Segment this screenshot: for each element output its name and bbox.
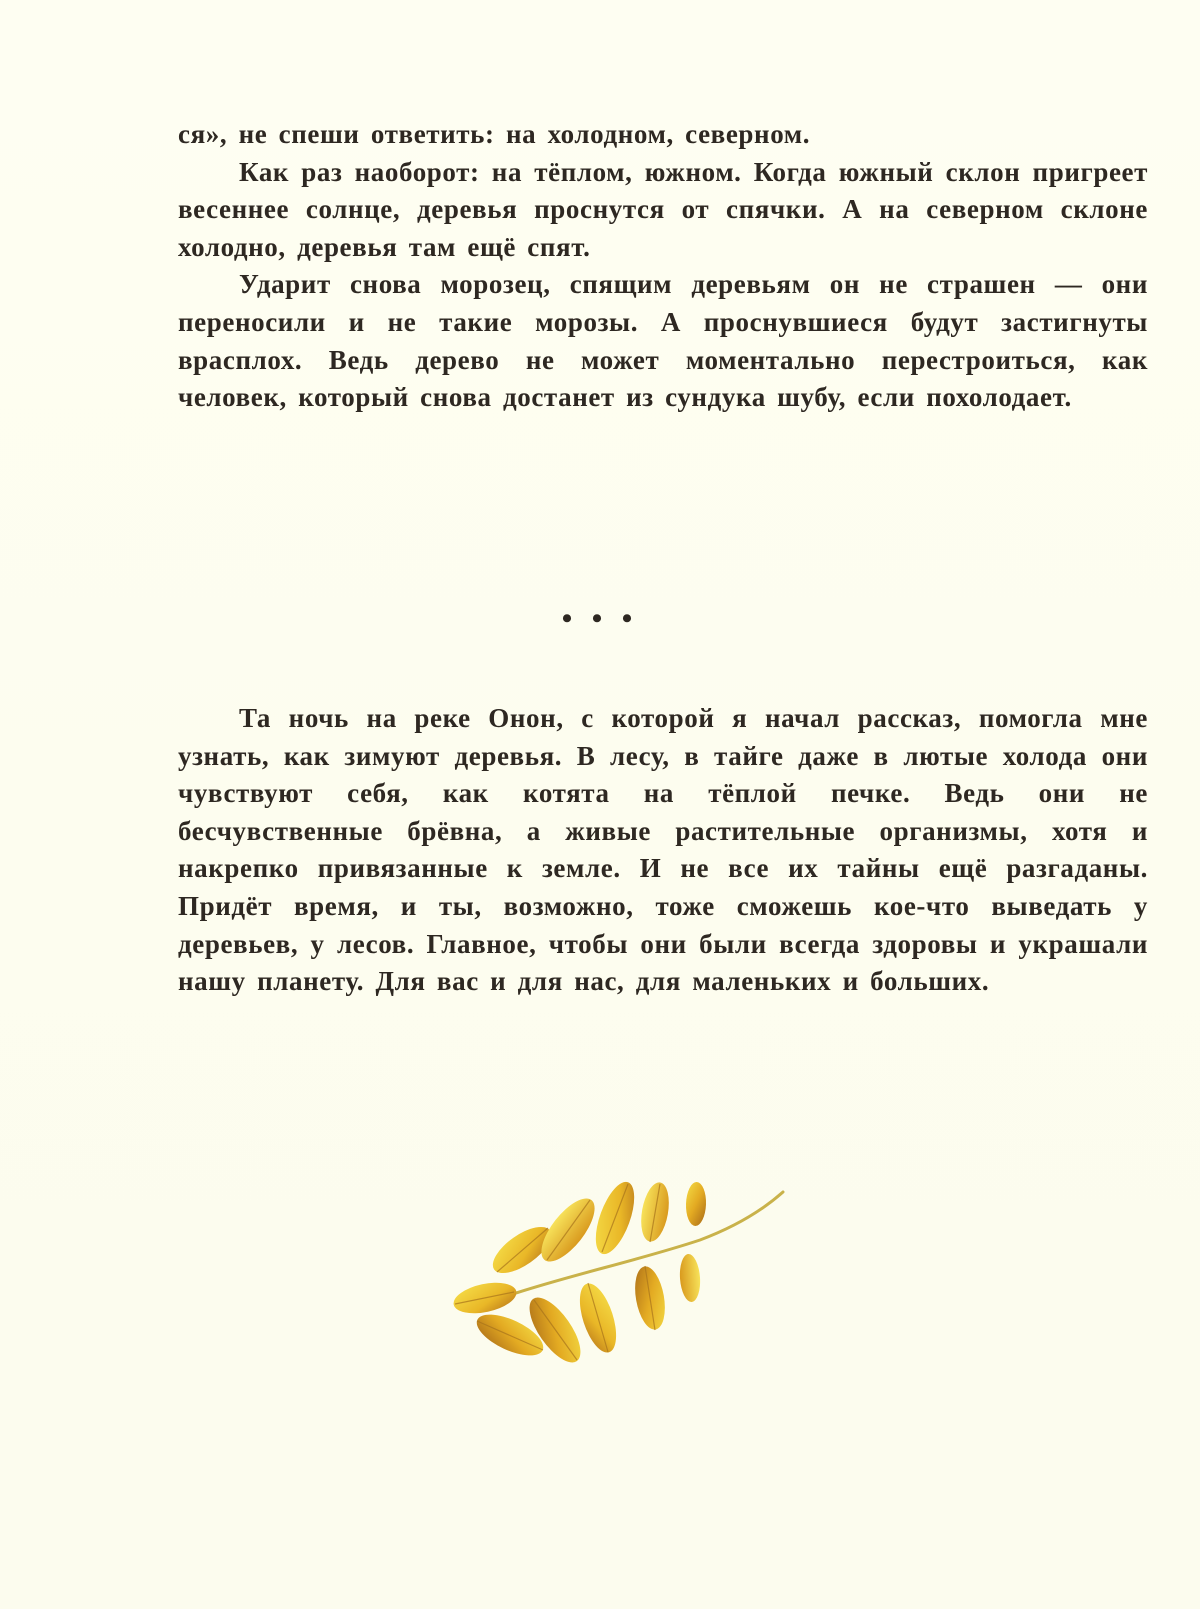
text-section-bottom — [178, 700, 1148, 1001]
text-section-top — [178, 116, 1148, 417]
rowan-leaf-icon — [450, 1180, 810, 1380]
paragraph: Та ночь на реке Онон, с которой я начал рассказ, помогла мне узнать, как зимуют деревья. В лесу, в тайге даже в лютые холода они чувствуют себя, как котята на тёплой печке. Ведь они не бесчувственные брёвна, а живые растительные организмы, хотя и накрепко привязанные к земле. И не все их тайны ещё разгаданы. Придёт время, и ты, возможно, тоже сможешь кое-что выведать у деревьев, у лесов. Главное, чтобы они были всегда здоровы и украшали нашу планету. Для вас и для нас, для маленьких и больших. — [178, 703, 1148, 997]
paragraph: Ударит снова морозец, спящим деревьям он не страшен — они переносили и не такие морозы. А проснувшиеся будут застигнуты врасплох. Ведь дерево не может моментально перестроиться, как человек, который снова достанет из сундука шубу, если похолодает. — [178, 269, 1148, 413]
section-separator: • • • — [561, 602, 639, 635]
paragraph: Как раз наоборот: на тёплом, южном. Когда южный склон пригреет весеннее солнце, деревья проснутся от спячки. А на северном склоне холодно, деревья там ещё спят. — [178, 156, 1148, 262]
paragraph-continuation: ся», не спеши ответить: на холодном, северном. — [178, 119, 811, 149]
